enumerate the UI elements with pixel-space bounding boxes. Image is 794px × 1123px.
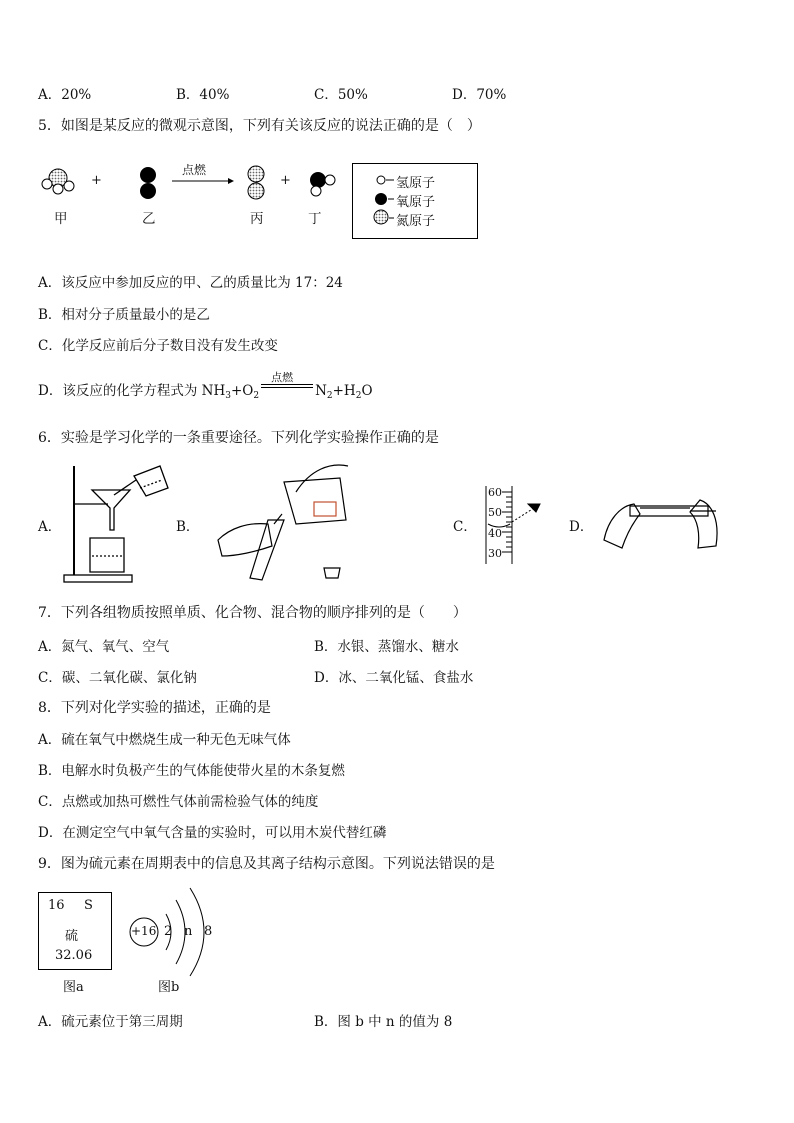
- q5-option-d: [38, 371, 373, 401]
- q6-option-d: D．: [569, 519, 594, 535]
- q5-option-a: A．该反应中参加反应的甲、乙的质量比为 17：24: [38, 275, 343, 291]
- ion-nucleus: +16: [131, 924, 157, 938]
- q7-option-b: B．水银、蒸馏水、糖水: [314, 639, 459, 655]
- equation-condition: 点燃: [271, 371, 294, 384]
- cylinder-tick-50: 50: [488, 506, 502, 519]
- cylinder-tick-40: 40: [488, 527, 502, 540]
- q5-option-b: B．相对分子质量最小的是乙: [38, 307, 210, 323]
- q9-option-b: B．图 b 中 n 的值为 8: [314, 1014, 453, 1030]
- q7-stem: 7．下列各组物质按照单质、化合物、混合物的顺序排列的是（ ）: [38, 605, 467, 621]
- cylinder-tick-60: 60: [488, 486, 502, 499]
- q4-option-c: C．50%: [314, 87, 368, 103]
- q8-option-b: B．电解水时负极产生的气体能使带火星的木条复燃: [38, 763, 345, 779]
- element-name: 硫: [65, 929, 79, 944]
- hands-holding-test-tube-icon: [604, 500, 717, 548]
- equation-products: $N_2+H_2O$: [315, 383, 373, 401]
- ion-shell-3: 8: [204, 924, 213, 939]
- ion-shell-2: n: [184, 924, 193, 939]
- q8-stem: 8．下列对化学实验的描述，正确的是: [38, 700, 271, 716]
- molecule-bing-icon: [248, 166, 264, 199]
- q5-stem: 5．如图是某反应的微观示意图，下列有关该反应的说法正确的是（ ）: [38, 118, 481, 134]
- caption-fig-a: 图a: [63, 980, 84, 995]
- q7-option-d: D．冰、二氧化锰、食盐水: [314, 670, 474, 686]
- q4-option-b: B．40%: [176, 87, 230, 103]
- q6-option-a: A．: [38, 519, 62, 535]
- label-bing: 丙: [250, 211, 264, 227]
- molecule-ding-icon: [310, 172, 335, 196]
- legend-oxygen: 氧原子: [396, 195, 436, 210]
- legend-hydrogen: 氢原子: [396, 176, 436, 191]
- q8-option-c: C．点燃或加热可燃性气体前需检验气体的纯度: [38, 794, 319, 810]
- q4-option-a: A．20%: [38, 87, 92, 103]
- label-ding: 丁: [308, 211, 322, 227]
- q6-option-c: C．: [453, 519, 477, 535]
- pouring-liquid-icon: [218, 465, 348, 580]
- q6-option-b: B．: [176, 519, 200, 535]
- q5-option-c: C．化学反应前后分子数目没有发生改变: [38, 338, 278, 354]
- filtration-apparatus-icon: [64, 466, 168, 582]
- cylinder-tick-30: 30: [488, 547, 502, 560]
- plus-sign-2: +: [280, 173, 291, 188]
- q9-stem: 9．图为硫元素在周期表中的信息及其离子结构示意图。下列说法错误的是: [38, 856, 495, 872]
- caption-fig-b: 图b: [158, 980, 180, 995]
- ion-shell-1: 2: [164, 924, 173, 939]
- element-symbol: S: [84, 898, 93, 913]
- equation-arrow: [259, 371, 315, 399]
- equation-reactants: $NH_3+O_2$: [201, 383, 260, 401]
- label-jia: 甲: [54, 211, 68, 227]
- element-number: 16: [48, 898, 65, 913]
- legend-nitrogen: 氮原子: [396, 214, 436, 229]
- q8-option-d: D．在测定空气中氧气含量的实验时，可以用木炭代替红磷: [38, 825, 387, 841]
- label-yi: 乙: [142, 211, 156, 227]
- element-mass: 32.06: [55, 948, 93, 963]
- molecule-jia-icon: [42, 169, 74, 194]
- q4-option-d: D．70%: [452, 87, 507, 103]
- q7-option-c: C．碳、二氧化碳、氯化钠: [38, 670, 197, 686]
- q8-option-a: A．硫在氧气中燃烧生成一种无色无味气体: [38, 732, 291, 748]
- q6-stem: 6．实验是学习化学的一条重要途径。下列化学实验操作正确的是: [38, 430, 439, 446]
- q9-option-a: A．硫元素位于第三周期: [38, 1014, 183, 1030]
- molecule-yi-icon: [140, 167, 156, 199]
- reaction-condition: 点燃: [182, 163, 207, 177]
- q5-option-d-prefix: D．该反应的化学方程式为: [38, 383, 202, 399]
- plus-sign-1: +: [91, 173, 102, 188]
- q7-option-a: A．氮气、氧气、空气: [38, 639, 170, 655]
